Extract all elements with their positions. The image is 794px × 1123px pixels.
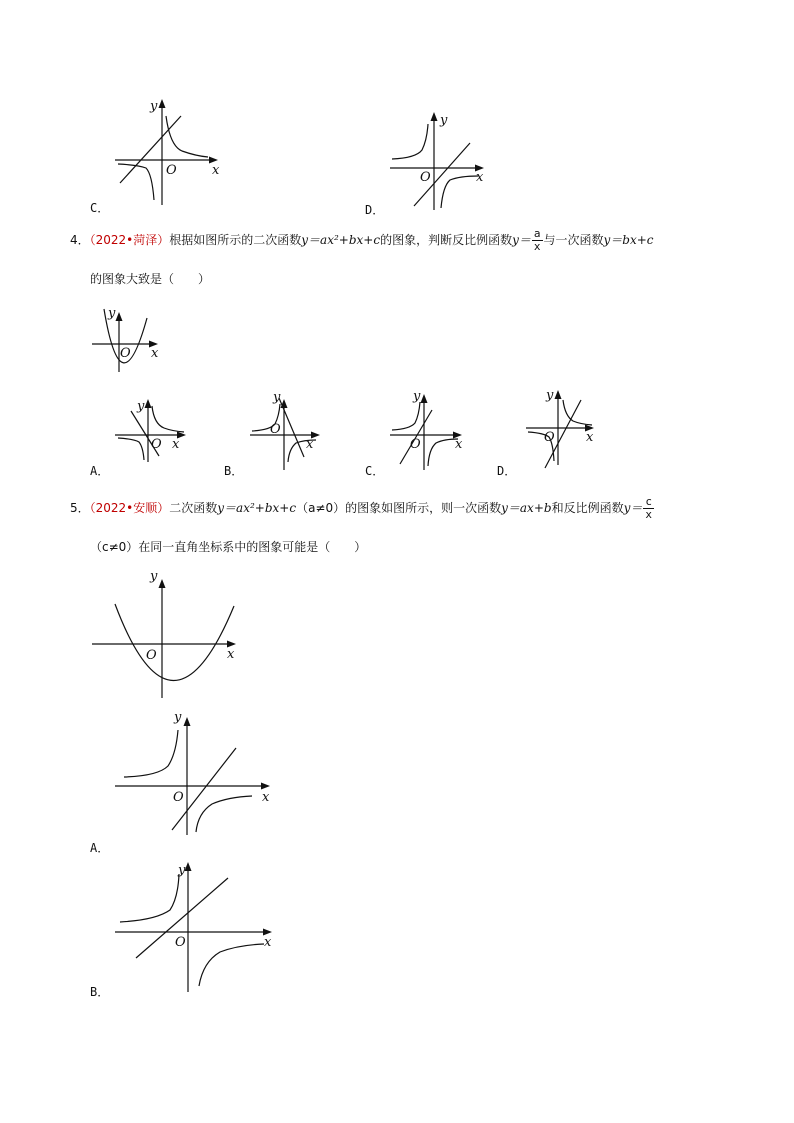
svg-text:x: x <box>476 170 484 185</box>
svg-text:y: y <box>546 388 554 403</box>
svg-text:O: O <box>410 437 421 452</box>
q5-text-2: （a≠0）的图象如图所示，则一次函数 <box>296 501 502 515</box>
q4-option-b-label[interactable]: B． <box>224 464 244 478</box>
hyperbola-branch-q4 <box>199 944 264 986</box>
q4-formula-quadratic: y＝ax²+bx+c <box>301 233 381 247</box>
q3-option-c-label[interactable]: C． <box>90 201 110 215</box>
hyperbola-branch-q2 <box>120 874 179 922</box>
svg-text:x: x <box>306 437 314 452</box>
svg-text:x: x <box>455 437 463 452</box>
q4-option-c-label[interactable]: C． <box>365 464 385 478</box>
q4-text-2: 的图象，判断反比例函数 <box>380 233 513 247</box>
svg-text:y: y <box>150 569 158 584</box>
q5-formula-linear: y＝ax+b <box>501 501 552 515</box>
svg-text:y: y <box>108 306 116 321</box>
q5-frac-den: x <box>645 508 652 521</box>
q5-option-a-label[interactable]: A． <box>90 841 110 855</box>
svg-text:x: x <box>264 935 272 950</box>
q4-number: 4． <box>70 233 90 247</box>
svg-text:O: O <box>175 935 186 950</box>
svg-text:x: x <box>586 430 594 445</box>
q5-option-b-label[interactable]: B． <box>90 985 110 999</box>
svg-text:x: x <box>212 163 220 178</box>
svg-text:y: y <box>178 863 186 878</box>
svg-text:O: O <box>270 422 281 437</box>
svg-text:O: O <box>120 346 131 361</box>
q4-frac-num: a <box>533 227 541 240</box>
q4-option-a-label[interactable]: A． <box>90 464 110 478</box>
svg-text:y: y <box>137 399 145 414</box>
q4-source: （2022•菏泽） <box>89 233 170 247</box>
q5-source: （2022•安顺） <box>89 501 170 515</box>
svg-text:x: x <box>172 437 180 452</box>
svg-text:y: y <box>413 389 421 404</box>
q5-stem-line2: （c≠0）在同一直角坐标系中的图象可能是（ ） <box>90 540 367 554</box>
q5-text-3: 和反比例函数 <box>551 501 624 515</box>
svg-text:O: O <box>151 437 162 452</box>
svg-text:y: y <box>440 113 448 128</box>
q4-text-1: 根据如图所示的二次函数 <box>169 233 302 247</box>
q5-number: 5． <box>70 501 90 515</box>
q4-stem-line2: 的图象大致是（ ） <box>90 272 211 286</box>
svg-text:O: O <box>544 430 555 445</box>
svg-text:y: y <box>174 710 182 725</box>
q4-formula-linear: y＝bx+c <box>603 233 654 247</box>
svg-text:O: O <box>166 163 177 178</box>
q4-frac-den: x <box>533 240 541 253</box>
svg-text:O: O <box>173 790 184 805</box>
svg-text:y: y <box>273 390 281 405</box>
q4-text-3: 与一次函数 <box>543 233 604 247</box>
q3-option-d-label[interactable]: D． <box>365 203 385 217</box>
svg-text:O: O <box>420 170 431 185</box>
svg-text:y: y <box>150 99 158 114</box>
q5-frac-num: c <box>645 495 652 508</box>
q5-formula-quadratic: y＝ax²+bx+c <box>217 501 297 515</box>
q5-text-1: 二次函数 <box>169 501 218 515</box>
svg-text:x: x <box>262 790 270 805</box>
svg-text:x: x <box>151 346 159 361</box>
q5-y-eq: y＝ <box>623 501 643 515</box>
svg-text:x: x <box>227 647 235 662</box>
q4-option-d-label[interactable]: D． <box>497 464 517 478</box>
svg-text:O: O <box>146 648 157 663</box>
q4-y-eq: y＝ <box>512 233 531 247</box>
